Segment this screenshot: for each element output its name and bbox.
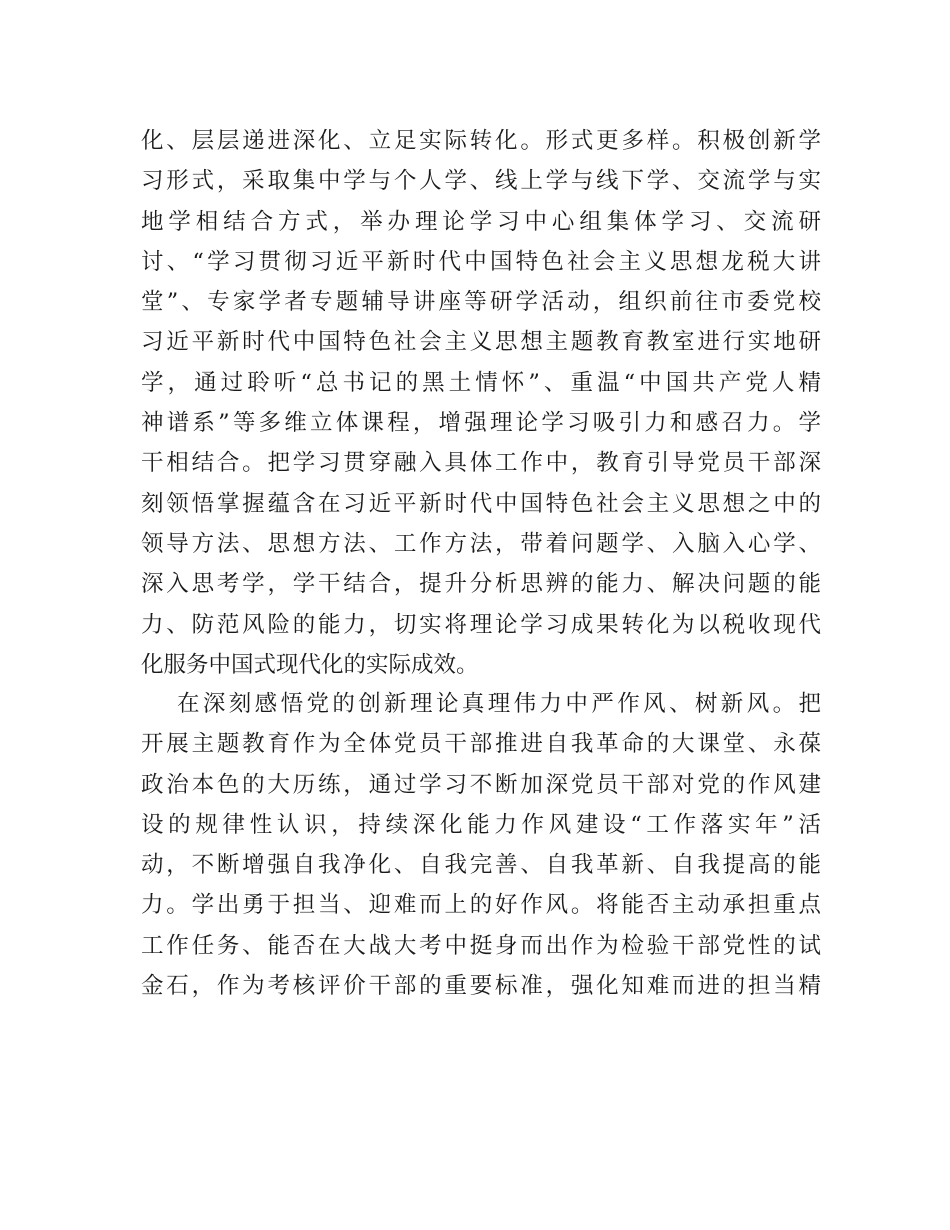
paragraph-line: 政治本色的大历练，通过学习不断加深党员干部对党的作风建 bbox=[141, 771, 821, 798]
paragraph-line: 化服务中国式现代化的实际成效。 bbox=[141, 651, 479, 678]
paragraph-line: 领导方法、思想方法、工作方法，带着问题学、入脑入心学、 bbox=[141, 530, 821, 557]
paragraph-line: 力。学出勇于担当、迎难而上的好作风。将能否主动承担重点 bbox=[141, 892, 821, 919]
paragraph-line: 习形式，采取集中学与个人学、线上学与线下学、交流学与实 bbox=[141, 168, 821, 195]
paragraph-line: 开展主题教育作为全体党员干部推进自我革命的大课堂、永葆 bbox=[141, 731, 821, 758]
paragraph-2 bbox=[141, 684, 821, 1006]
paragraph-line: 堂”、专家学者专题辅导讲座等研学活动，组织前往市委党校 bbox=[141, 289, 821, 316]
paragraph-line: 金石，作为考核评价干部的重要标准，强化知难而进的担当精 bbox=[141, 973, 821, 1000]
paragraph-line: 地学相结合方式，举办理论学习中心组集体学习、交流研 bbox=[141, 208, 821, 235]
paragraph-line: 化、层层递进深化、立足实际转化。形式更多样。积极创新学 bbox=[141, 128, 821, 154]
paragraph-line: 习近平新时代中国特色社会主义思想主题教育教室进行实地研 bbox=[141, 329, 821, 356]
paragraph-line: 讨、“学习贯彻习近平新时代中国特色社会主义思想龙税大讲 bbox=[141, 248, 821, 275]
paragraph-line: 力、防范风险的能力，切实将理论学习成果转化为以税收现代 bbox=[141, 611, 821, 638]
paragraph-line: 神谱系”等多维立体课程，增强理论学习吸引力和感召力。学 bbox=[141, 410, 821, 437]
paragraph-line: 学，通过聆听“总书记的黑土情怀”、重温“中国共产党人精 bbox=[141, 369, 821, 396]
paragraph-line: 设的规律性认识，持续深化能力作风建设“工作落实年”活 bbox=[141, 811, 821, 838]
paragraph-line: 刻领悟掌握蕴含在习近平新时代中国特色社会主义思想之中的 bbox=[141, 490, 821, 517]
paragraph-1 bbox=[141, 121, 821, 685]
paragraph-line: 深入思考学，学干结合，提升分析思辨的能力、解决问题的能 bbox=[141, 571, 821, 598]
paragraph-line: 干相结合。把学习贯穿融入具体工作中，教育引导党员干部深 bbox=[141, 450, 821, 477]
paragraph-line: 工作任务、能否在大战大考中挺身而出作为检验干部党性的试 bbox=[141, 932, 821, 959]
paragraph-line: 动，不断增强自我净化、自我完善、自我革新、自我提高的能 bbox=[141, 852, 821, 879]
paragraph-line: 在深刻感悟党的创新理论真理伟力中严作风、树新风。把 bbox=[177, 691, 821, 717]
